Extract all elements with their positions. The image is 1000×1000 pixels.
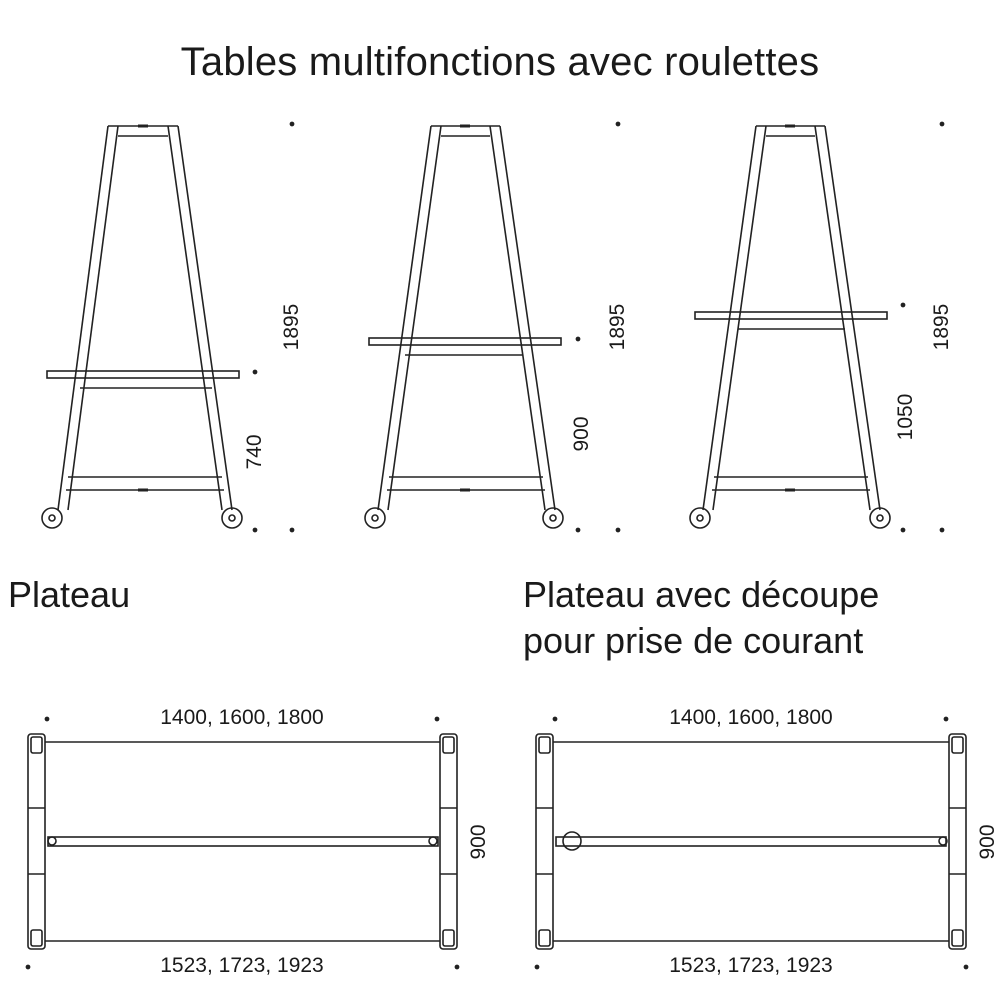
plateau-heading: Plateau <box>8 574 131 615</box>
leg-left <box>536 734 553 949</box>
plateau-length-label: 1523, 1723, 1923 <box>160 954 324 977</box>
wheel-right <box>543 508 563 528</box>
plateau-depth-label: 900 <box>467 824 490 860</box>
plateau-width-label: 1400, 1600, 1800 <box>160 706 324 729</box>
plateau-cutout-width-label: 1400, 1600, 1800 <box>669 706 833 729</box>
plateau-cutout-heading-line2: pour prise de courant <box>523 620 864 661</box>
view1-height-label: 1895 <box>280 303 303 351</box>
plateau-cutout-heading-line1: Plateau avec découpe <box>523 574 880 615</box>
wheel-left <box>690 508 710 528</box>
plateau-cutout-heading <box>523 572 983 664</box>
plateau-cutout-depth-label: 900 <box>976 824 999 860</box>
plateau-top-view <box>26 717 458 968</box>
plateau-cutout-length-label: 1523, 1723, 1923 <box>669 954 833 977</box>
view2-shelf-height-label: 900 <box>570 416 593 452</box>
power-outlet-cutout <box>563 832 581 850</box>
view1-shelf-height-label: 740 <box>243 434 266 470</box>
leg-left <box>28 734 45 949</box>
view3-height-label: 1895 <box>930 303 953 351</box>
page-title: Tables multifonctions avec roulettes <box>180 40 820 84</box>
view3-shelf-height-label: 1050 <box>894 393 917 441</box>
leg-right <box>440 734 457 949</box>
leg-right <box>949 734 966 949</box>
wheel-right <box>222 508 242 528</box>
view2-height-label: 1895 <box>606 303 629 351</box>
plateau-cutout-top-view <box>535 717 967 968</box>
wheel-left <box>42 508 62 528</box>
wheel-left <box>365 508 385 528</box>
wheel-right <box>870 508 890 528</box>
